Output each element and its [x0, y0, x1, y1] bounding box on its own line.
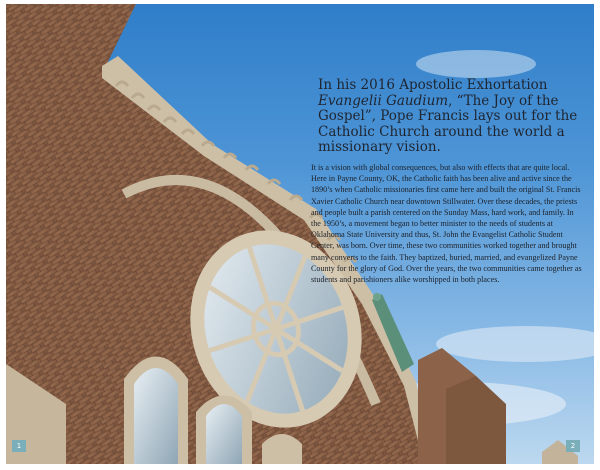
- brochure-spread: [6, 4, 594, 464]
- lead-intro: In his 2016 Apostolic Exhortation: [318, 77, 548, 93]
- body-paragraph: It is a vision with global consequences, but also with effects that are quite local. Here in Payne County, OK, the Catholic faith has been alive and active since the 1890’s when Catholic missionaries first came here and built the original St. Francis Xavier Catholic Church near downtown Stillwater. Over these decades, the priests and people built a parish centered on the Sunday Mass, hard work, and family. In the 1950’s, a movement began to better minister to the needs of students at Oklahoma State University and thus, St. John the Evangelist Catholic Student Center, was born. Over time, these two communities worked together and brought many converts to the faith. They baptized, buried, married, and evangelized Payne County for the glory of God. Over the years, the two communities came together as students and parishioners alike worshipped in both places.: [311, 163, 582, 285]
- lead-paragraph: [318, 78, 580, 156]
- lead-rest: , “The Joy of the Gospel”, Pope Francis lays out for the Catholic Church around the world a missionary vision.: [318, 92, 578, 155]
- page-number-right: 2: [566, 440, 580, 452]
- lead-title-emphasis: Evangelii Gaudium: [318, 92, 449, 109]
- page-number-left: 1: [12, 440, 26, 452]
